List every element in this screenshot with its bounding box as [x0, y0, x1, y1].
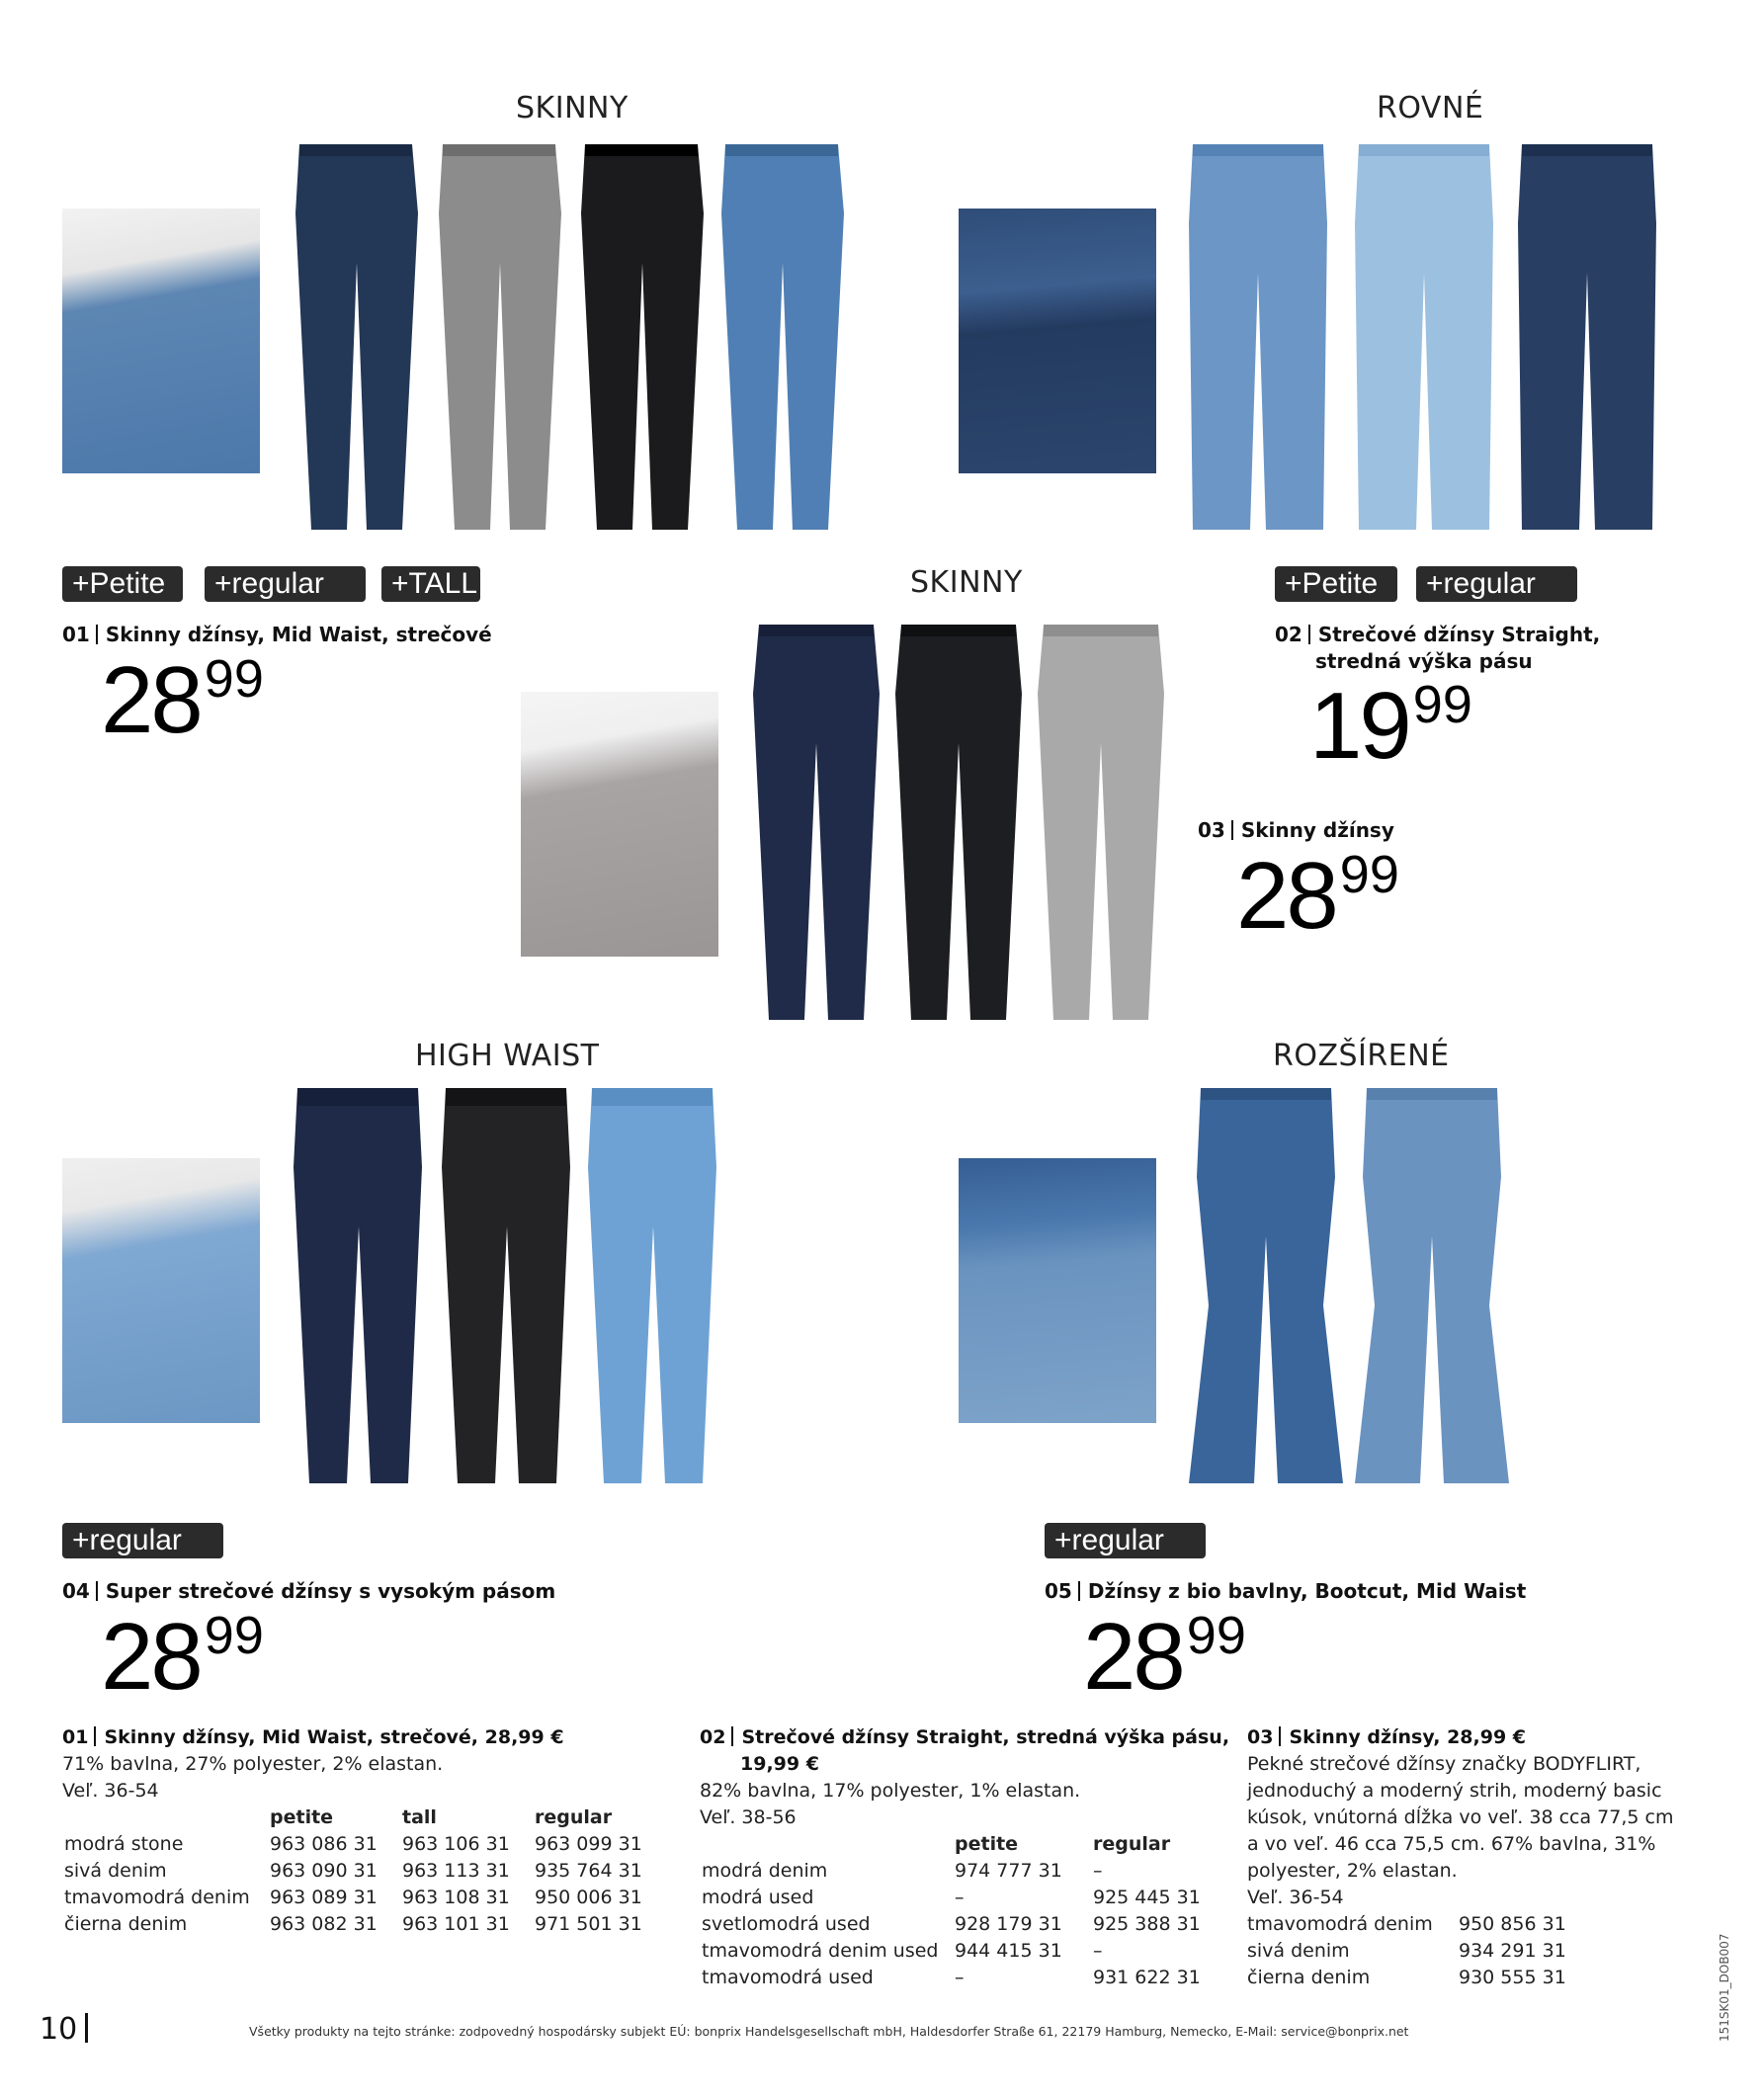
detail-description-line: Pekné strečové džínsy značky BODYFLIRT, — [1247, 1753, 1641, 1775]
price-01 — [101, 647, 264, 753]
heading-rozsirene: ROZŠÍRENÉ — [1273, 1039, 1450, 1073]
table-row — [702, 1911, 1213, 1938]
divider — [94, 1726, 96, 1746]
header-color — [702, 1831, 955, 1858]
article-number: 935 764 31 — [535, 1860, 642, 1882]
price-main: 28 — [101, 647, 201, 753]
article-number: – — [955, 1887, 965, 1908]
article-number: 934 291 31 — [1459, 1940, 1566, 1962]
article-number: – — [1093, 1860, 1103, 1882]
badge-regular-01: +regular — [205, 566, 366, 602]
jeans-image-bootcut-light-blue — [1353, 1088, 1511, 1487]
detail-block-01 — [62, 1724, 675, 1938]
jeans-image-skinny-black-mid — [893, 625, 1024, 1024]
color-name: svetlomodrá used — [702, 1913, 871, 1935]
header-petite: petite — [955, 1833, 1019, 1855]
badge-regular-05: +regular — [1045, 1523, 1206, 1558]
article-number: 944 415 31 — [955, 1940, 1062, 1962]
table-row — [702, 1965, 1213, 1991]
jeans-image-straight-dark-blue — [1516, 144, 1658, 536]
price-03 — [1236, 843, 1399, 949]
price-05 — [1083, 1604, 1246, 1710]
jeans-image-skinny-dark-blue — [292, 144, 420, 536]
detail-number: 02 — [700, 1726, 726, 1748]
product-name-line1: Strečové džínsy Straight, — [1317, 623, 1601, 646]
price-main: 28 — [1236, 843, 1336, 949]
article-number: 930 555 31 — [1459, 1967, 1566, 1988]
color-name: tmavomodrá used — [702, 1967, 874, 1988]
detail-number: 01 — [62, 1726, 89, 1748]
article-number: 963 090 31 — [270, 1860, 378, 1882]
jeans-image-skinny-navy — [751, 625, 882, 1024]
price-cents: 99 — [1412, 675, 1472, 734]
article-number: 963 101 31 — [402, 1913, 510, 1935]
article-number: 925 388 31 — [1093, 1913, 1201, 1935]
price-main: 28 — [101, 1604, 201, 1710]
product-name: Skinny džínsy, Mid Waist, strečové — [105, 623, 492, 646]
detail-description-line: polyester, 2% elastan. — [1247, 1860, 1458, 1882]
detail-sizes: Veľ. 36-54 — [1247, 1887, 1344, 1908]
catalog-code: 151SK01_DOB007 — [1718, 1933, 1731, 2042]
jeans-image-skinny-light-grey — [1036, 625, 1166, 1024]
product-title-05 — [1045, 1578, 1526, 1605]
product-title-03 — [1198, 817, 1394, 844]
price-04 — [101, 1604, 264, 1710]
detail-title-02 — [700, 1724, 1233, 1751]
jeans-image-straight-blue — [1187, 144, 1329, 536]
product-number: 02 — [1275, 623, 1302, 646]
detail-title-text: Strečové džínsy Straight, stredná výška pásu, — [741, 1726, 1230, 1748]
article-table-01 — [64, 1805, 654, 1938]
model-photo-skinny — [62, 209, 260, 473]
article-number: 950 006 31 — [535, 1887, 642, 1908]
detail-description-line: a vo veľ. 46 cca 75,5 cm. 67% bavlna, 31% — [1247, 1833, 1656, 1855]
divider — [731, 1726, 733, 1746]
header-color — [64, 1805, 270, 1831]
article-number: 928 179 31 — [955, 1913, 1062, 1935]
product-number: 03 — [1198, 818, 1225, 842]
detail-title-01 — [62, 1724, 675, 1751]
divider — [1279, 1726, 1281, 1746]
divider — [1308, 625, 1310, 644]
product-title-02-line2 — [1315, 648, 1533, 675]
product-name: Skinny džínsy — [1240, 818, 1394, 842]
detail-title-text: Skinny džínsy, Mid Waist, strečové, 28,99 € — [104, 1726, 564, 1748]
product-title-04 — [62, 1578, 555, 1605]
table-header — [64, 1805, 654, 1831]
price-main: 28 — [1083, 1604, 1183, 1710]
model-photo-high-waist — [62, 1158, 260, 1423]
color-name: tmavomodrá denim — [1247, 1913, 1433, 1935]
jeans-image-straight-light-blue — [1353, 144, 1495, 536]
detail-sizes: Veľ. 36-54 — [62, 1780, 159, 1802]
color-name: čierna denim — [1247, 1967, 1371, 1988]
detail-material: 82% bavlna, 17% polyester, 1% elastan. — [700, 1780, 1081, 1802]
article-number: 925 445 31 — [1093, 1887, 1201, 1908]
page-number-divider — [85, 2013, 88, 2043]
table-row — [702, 1885, 1213, 1911]
price-cents: 99 — [1186, 1606, 1246, 1665]
detail-description-line: kúsok, vnútorná dĺžka vo veľ. 38 cca 77,5 cm — [1247, 1806, 1674, 1828]
header-regular: regular — [1093, 1833, 1171, 1855]
article-number: 963 106 31 — [402, 1833, 510, 1855]
color-name: tmavomodrá denim used — [702, 1940, 939, 1962]
heading-high-waist: HIGH WAIST — [415, 1039, 600, 1073]
article-number: 950 856 31 — [1459, 1913, 1566, 1935]
badge-regular-02: +regular — [1416, 566, 1577, 602]
jeans-image-high-waist-navy — [292, 1088, 424, 1487]
page-number — [40, 2012, 88, 2047]
product-number: 04 — [62, 1579, 90, 1603]
table-row — [1247, 1938, 1578, 1965]
table-row — [64, 1885, 654, 1911]
article-number: – — [1093, 1940, 1103, 1962]
article-number: 963 086 31 — [270, 1833, 378, 1855]
model-photo-rozsirene — [959, 1158, 1156, 1423]
product-number: 01 — [62, 623, 90, 646]
heading-skinny-mid: SKINNY — [910, 565, 1023, 600]
header-regular: regular — [535, 1806, 613, 1828]
detail-block-03 — [1247, 1724, 1712, 1991]
jeans-image-skinny-grey — [435, 144, 563, 536]
article-number: 963 089 31 — [270, 1887, 378, 1908]
divider — [1231, 820, 1233, 840]
badge-petite-01: +Petite — [62, 566, 183, 602]
product-name: Super strečové džínsy s vysokým pásom — [105, 1579, 556, 1603]
article-number: – — [955, 1967, 965, 1988]
table-row — [702, 1858, 1213, 1885]
table-row — [64, 1858, 654, 1885]
color-name: modrá used — [702, 1887, 814, 1908]
jeans-image-high-waist-light-blue — [586, 1088, 718, 1487]
jeans-image-high-waist-black — [440, 1088, 572, 1487]
detail-title-02-line2: 19,99 € — [740, 1753, 819, 1775]
page-number-value: 10 — [40, 2012, 78, 2047]
color-name: čierna denim — [64, 1913, 188, 1935]
color-name: tmavomodrá denim — [64, 1887, 250, 1908]
article-number: 971 501 31 — [535, 1913, 642, 1935]
detail-sizes: Veľ. 38-56 — [700, 1806, 797, 1828]
article-table-03 — [1247, 1911, 1578, 1991]
color-name: sivá denim — [1247, 1940, 1350, 1962]
badge-regular-04: +regular — [62, 1523, 223, 1558]
badge-petite-02: +Petite — [1275, 566, 1397, 602]
article-number: 963 108 31 — [402, 1887, 510, 1908]
model-photo-skinny-grey — [521, 692, 718, 957]
price-main: 19 — [1309, 673, 1409, 779]
heading-rovne: ROVNÉ — [1377, 91, 1484, 126]
article-number: 974 777 31 — [955, 1860, 1062, 1882]
color-name: modrá stone — [64, 1833, 184, 1855]
jeans-image-bootcut-blue — [1187, 1088, 1345, 1487]
article-number: 963 082 31 — [270, 1913, 378, 1935]
article-number: 963 099 31 — [535, 1833, 642, 1855]
detail-material: 71% bavlna, 27% polyester, 2% elastan. — [62, 1753, 444, 1775]
detail-title-text: Skinny džínsy, 28,99 € — [1289, 1726, 1527, 1748]
divider — [96, 625, 98, 644]
price-cents: 99 — [204, 649, 264, 709]
price-cents: 99 — [204, 1606, 264, 1665]
footer-legal-text: Všetky produkty na tejto stránke: zodpovedný hospodársky subjekt EÚ: bonprix Handelsgesellschaft mbH, Haldesdorfer Straße 61, 22179 Hamburg, Nemecko, E-Mail: service@bonprix.net — [249, 2024, 1409, 2039]
product-name-line2: stredná výška pásu — [1315, 649, 1533, 673]
price-02 — [1309, 673, 1472, 779]
article-number: 963 113 31 — [402, 1860, 510, 1882]
header-tall: tall — [402, 1806, 437, 1828]
badge-tall-01: +TALL — [381, 566, 480, 602]
product-title-02 — [1275, 622, 1600, 648]
color-name: sivá denim — [64, 1860, 167, 1882]
jeans-image-skinny-stone-blue — [717, 144, 846, 536]
model-photo-rovne — [959, 209, 1156, 473]
divider — [96, 1581, 98, 1601]
detail-description-line: jednoduchý a moderný strih, moderný basic — [1247, 1780, 1662, 1802]
detail-number: 03 — [1247, 1726, 1274, 1748]
table-row — [702, 1938, 1213, 1965]
detail-title-03 — [1247, 1724, 1712, 1751]
table-row — [1247, 1965, 1578, 1991]
detail-block-02 — [700, 1724, 1233, 1991]
article-number: 931 622 31 — [1093, 1967, 1201, 1988]
article-table-02 — [702, 1831, 1213, 1991]
jeans-image-skinny-black — [577, 144, 706, 536]
table-row — [64, 1831, 654, 1858]
divider — [1078, 1581, 1080, 1601]
product-title-01 — [62, 622, 492, 648]
table-row — [1247, 1911, 1578, 1938]
header-petite: petite — [270, 1806, 334, 1828]
product-name: Džínsy z bio bavlny, Bootcut, Mid Waist — [1087, 1579, 1527, 1603]
product-number: 05 — [1045, 1579, 1072, 1603]
heading-skinny-top: SKINNY — [516, 91, 629, 126]
color-name: modrá denim — [702, 1860, 828, 1882]
table-row — [64, 1911, 654, 1938]
price-cents: 99 — [1339, 845, 1399, 904]
table-header — [702, 1831, 1213, 1858]
